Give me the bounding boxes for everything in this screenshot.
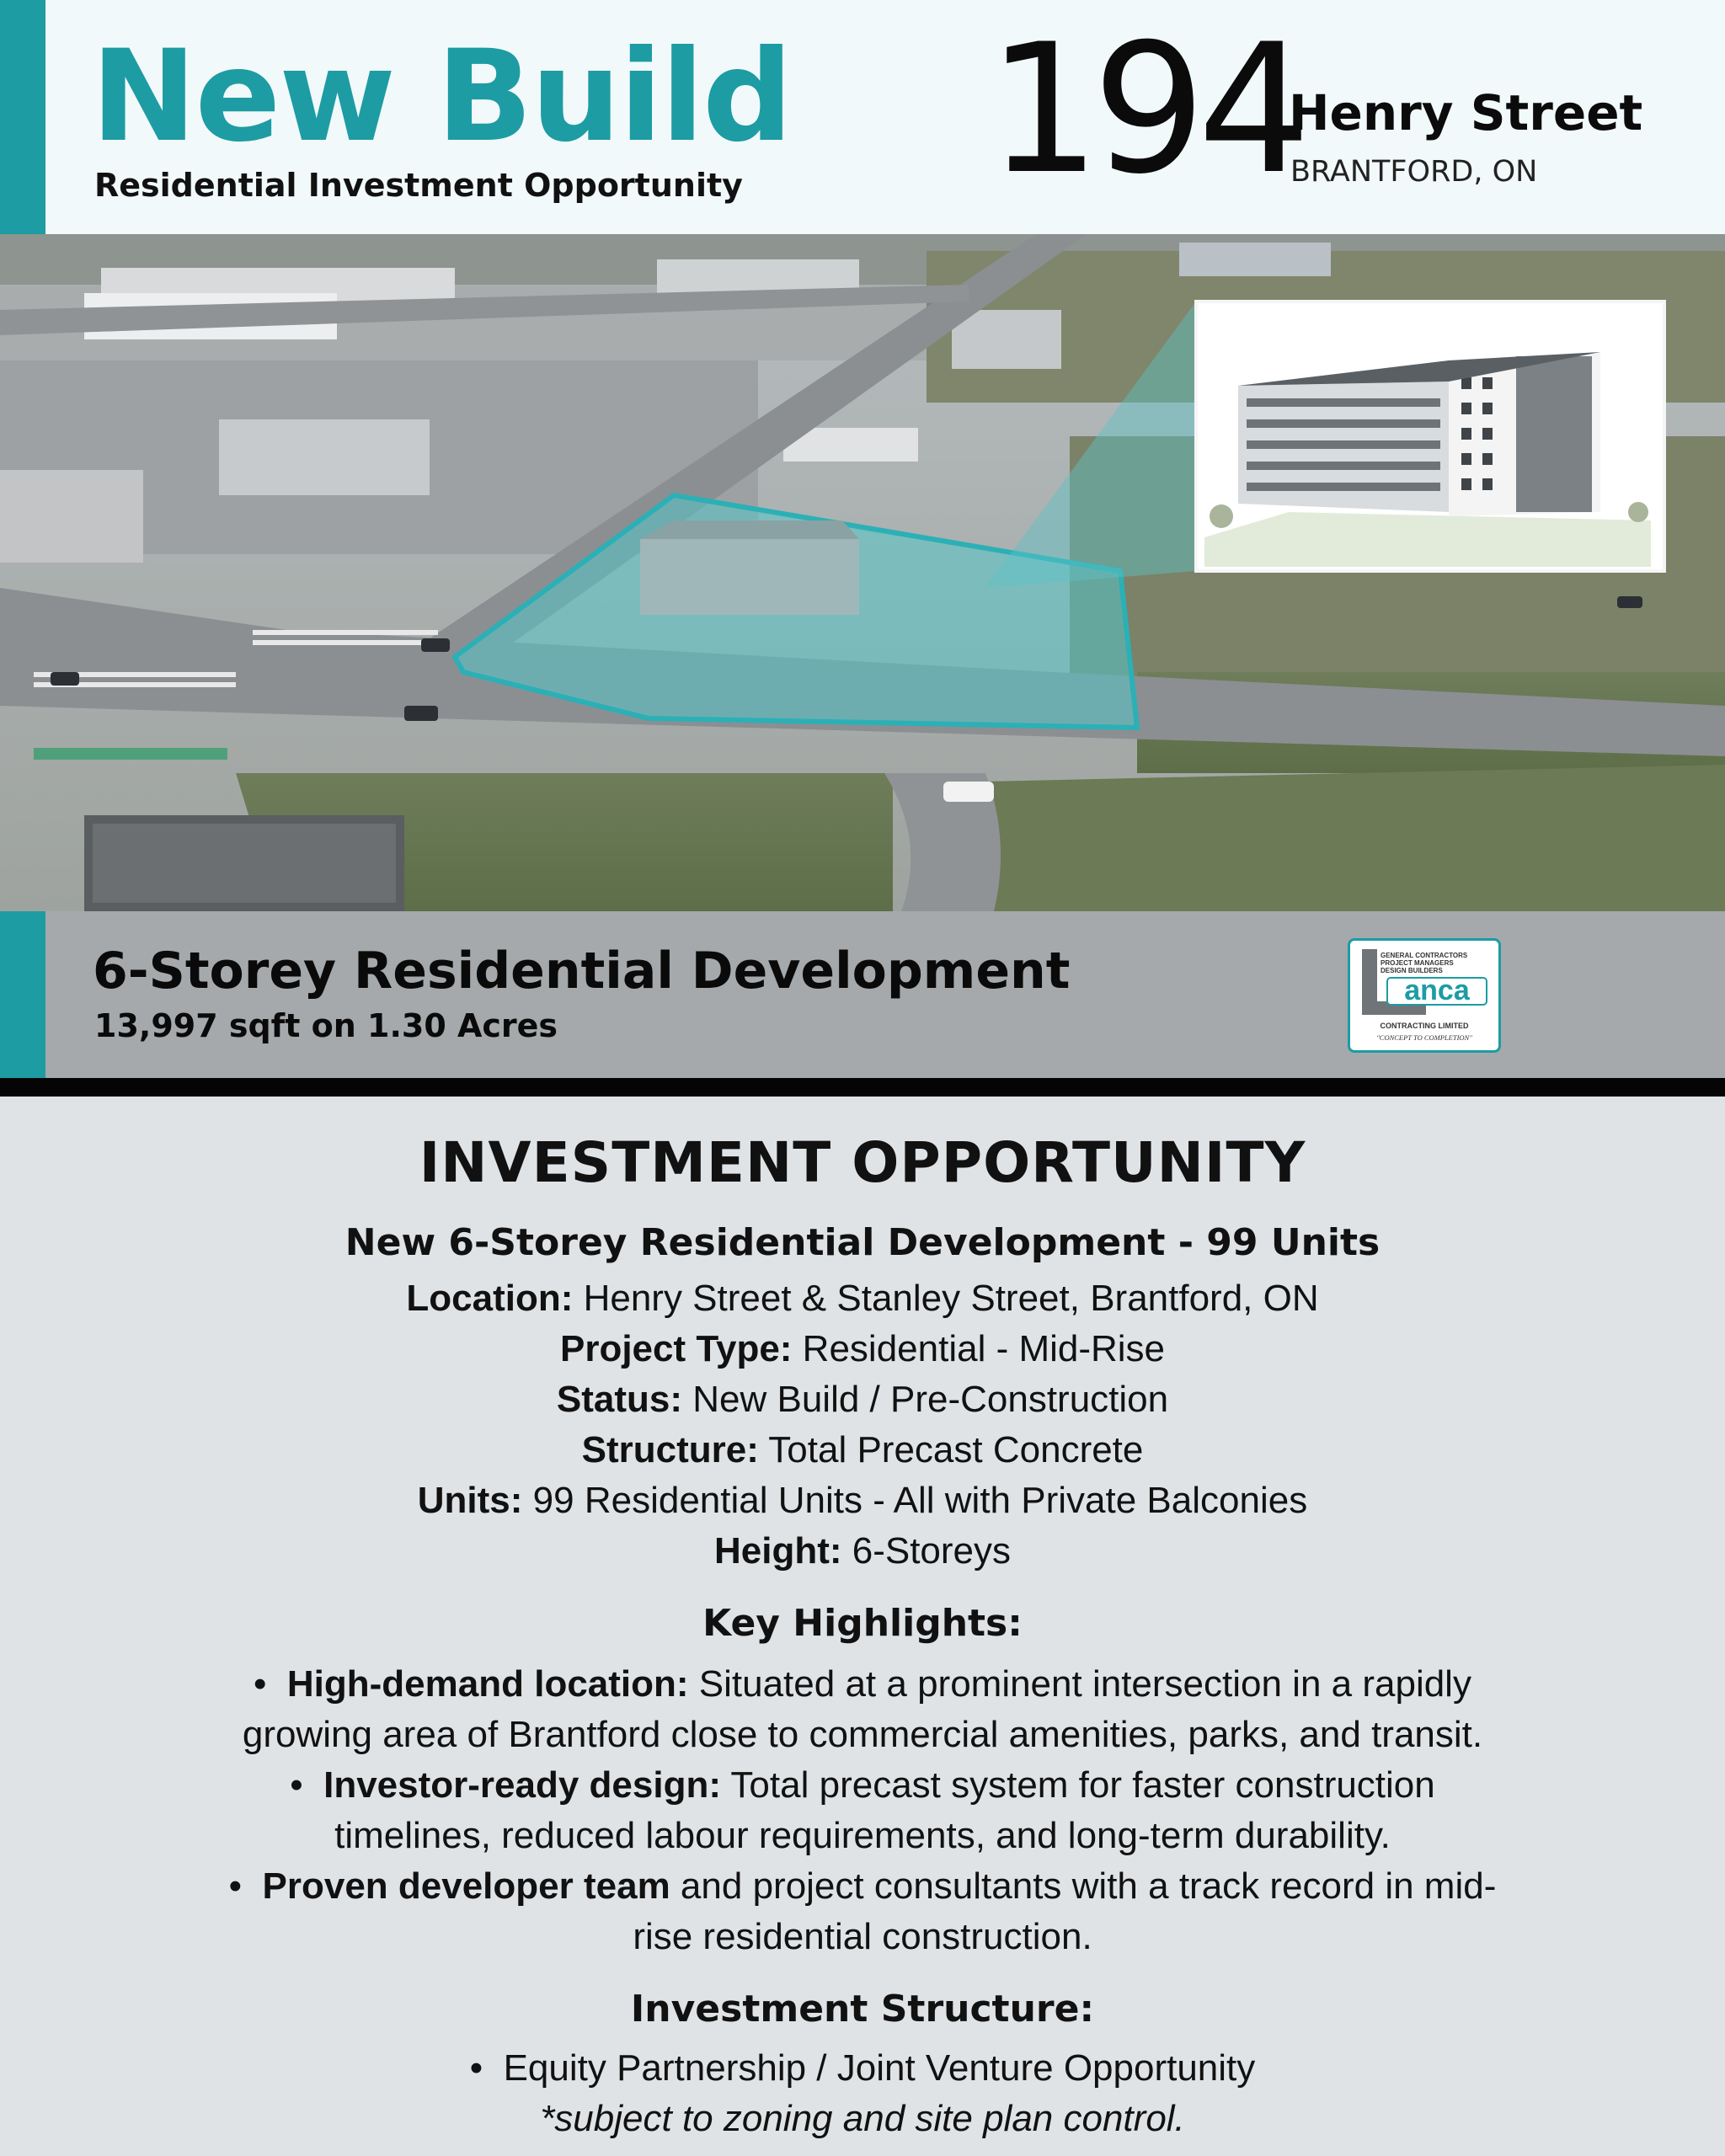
city-label: BRANTFORD, ON (1290, 155, 1538, 189)
project-summary: New 6-Storey Residential Development - 99 Units (344, 1221, 1381, 1264)
detail-row-height (0, 1526, 1725, 1577)
svg-text:CONTRACTING LIMITED: CONTRACTING LIMITED (1380, 1022, 1469, 1030)
section-heading-structure: Investment Structure: (630, 1988, 1095, 2031)
development-size: 13,997 sqft on 1.30 Acres (94, 1007, 558, 1044)
detail-value: 99 Residential Units - All with Private Balconies (522, 1480, 1308, 1521)
street-number: 194 (987, 5, 1303, 213)
detail-label: Structure: (581, 1429, 759, 1470)
detail-label: Status: (556, 1379, 682, 1420)
aerial-site-photo (0, 234, 1725, 911)
building-rendering-inset (1196, 302, 1664, 571)
svg-text:DESIGN BUILDERS: DESIGN BUILDERS (1381, 967, 1443, 974)
banner-accent-stripe (0, 911, 45, 1078)
section-heading-highlights: Key Highlights: (702, 1602, 1023, 1645)
highlight-item (0, 1760, 1725, 1861)
lanca-logo (1348, 938, 1501, 1053)
investment-details (0, 1097, 1725, 2156)
svg-text:"CONCEPT TO COMPLETION": "CONCEPT TO COMPLETION" (1376, 1033, 1472, 1042)
header-accent-stripe (0, 0, 45, 234)
details-list (0, 1273, 1725, 1577)
detail-row-status (0, 1374, 1725, 1425)
bullet-icon: • (254, 1663, 267, 1705)
detail-row-location (0, 1273, 1725, 1324)
detail-value: New Build / Pre-Construction (682, 1379, 1169, 1420)
highlight-item (0, 1659, 1725, 1760)
existing-building (640, 539, 859, 615)
highlight-text: growing area of Brantford close to commercial amenities, parks, and transit. (242, 1714, 1483, 1755)
highlights-list (0, 1659, 1725, 1962)
detail-label: Height: (713, 1530, 842, 1572)
highlight-title: High-demand location: (286, 1663, 689, 1705)
highlight-text: timelines, reduced labour requirements, and long-term durability. (334, 1815, 1391, 1856)
detail-value: Total Precast Concrete (758, 1429, 1144, 1470)
highlight-text: rise residential construction. (633, 1916, 1092, 1957)
detail-value: 6-Storeys (841, 1530, 1012, 1572)
svg-text:anca: anca (1404, 974, 1470, 1006)
highlight-title: Proven developer team (262, 1865, 670, 1907)
header (0, 0, 1725, 234)
detail-label: Project Type: (559, 1328, 793, 1369)
development-banner (0, 911, 1725, 1078)
detail-row-structure (0, 1425, 1725, 1476)
street-name: Henry Street (1289, 84, 1643, 141)
divider (0, 1078, 1725, 1097)
svg-text:PROJECT MANAGERS: PROJECT MANAGERS (1381, 959, 1454, 967)
bullet-icon: • (469, 2047, 483, 2089)
structure-item (0, 2043, 1725, 2094)
highlight-item (0, 1861, 1725, 1962)
svg-text:GENERAL CONTRACTORS: GENERAL CONTRACTORS (1381, 952, 1468, 959)
structure-text: Equity Partnership / Joint Venture Opportunity (503, 2047, 1256, 2089)
detail-value: Henry Street & Stanley Street, Brantford, ON (573, 1278, 1319, 1319)
store-building (219, 419, 430, 495)
detail-label: Units: (417, 1480, 523, 1521)
detail-label: Location: (406, 1278, 574, 1319)
development-title: 6-Storey Residential Development (93, 942, 1071, 1001)
highlight-text: and project consultants with a track record in mid- (670, 1865, 1497, 1907)
highlight-title: Investor-ready design: (323, 1764, 721, 1806)
detail-row-project-type (0, 1324, 1725, 1374)
page-subtitle: Residential Investment Opportunity (94, 167, 743, 204)
highlight-text: Situated at a prominent intersection in a rapidly (688, 1663, 1471, 1705)
detail-row-units (0, 1476, 1725, 1526)
detail-value: Residential - Mid-Rise (792, 1328, 1166, 1369)
section-heading-investment: INVESTMENT OPPORTUNITY (419, 1130, 1306, 1195)
highlight-text: Total precast system for faster construction (721, 1764, 1435, 1806)
bullet-icon: • (290, 1764, 303, 1806)
bullet-icon: • (228, 1865, 243, 1907)
footnote: *subject to zoning and site plan control. (540, 2098, 1185, 2139)
page-title: New Build (91, 24, 792, 170)
